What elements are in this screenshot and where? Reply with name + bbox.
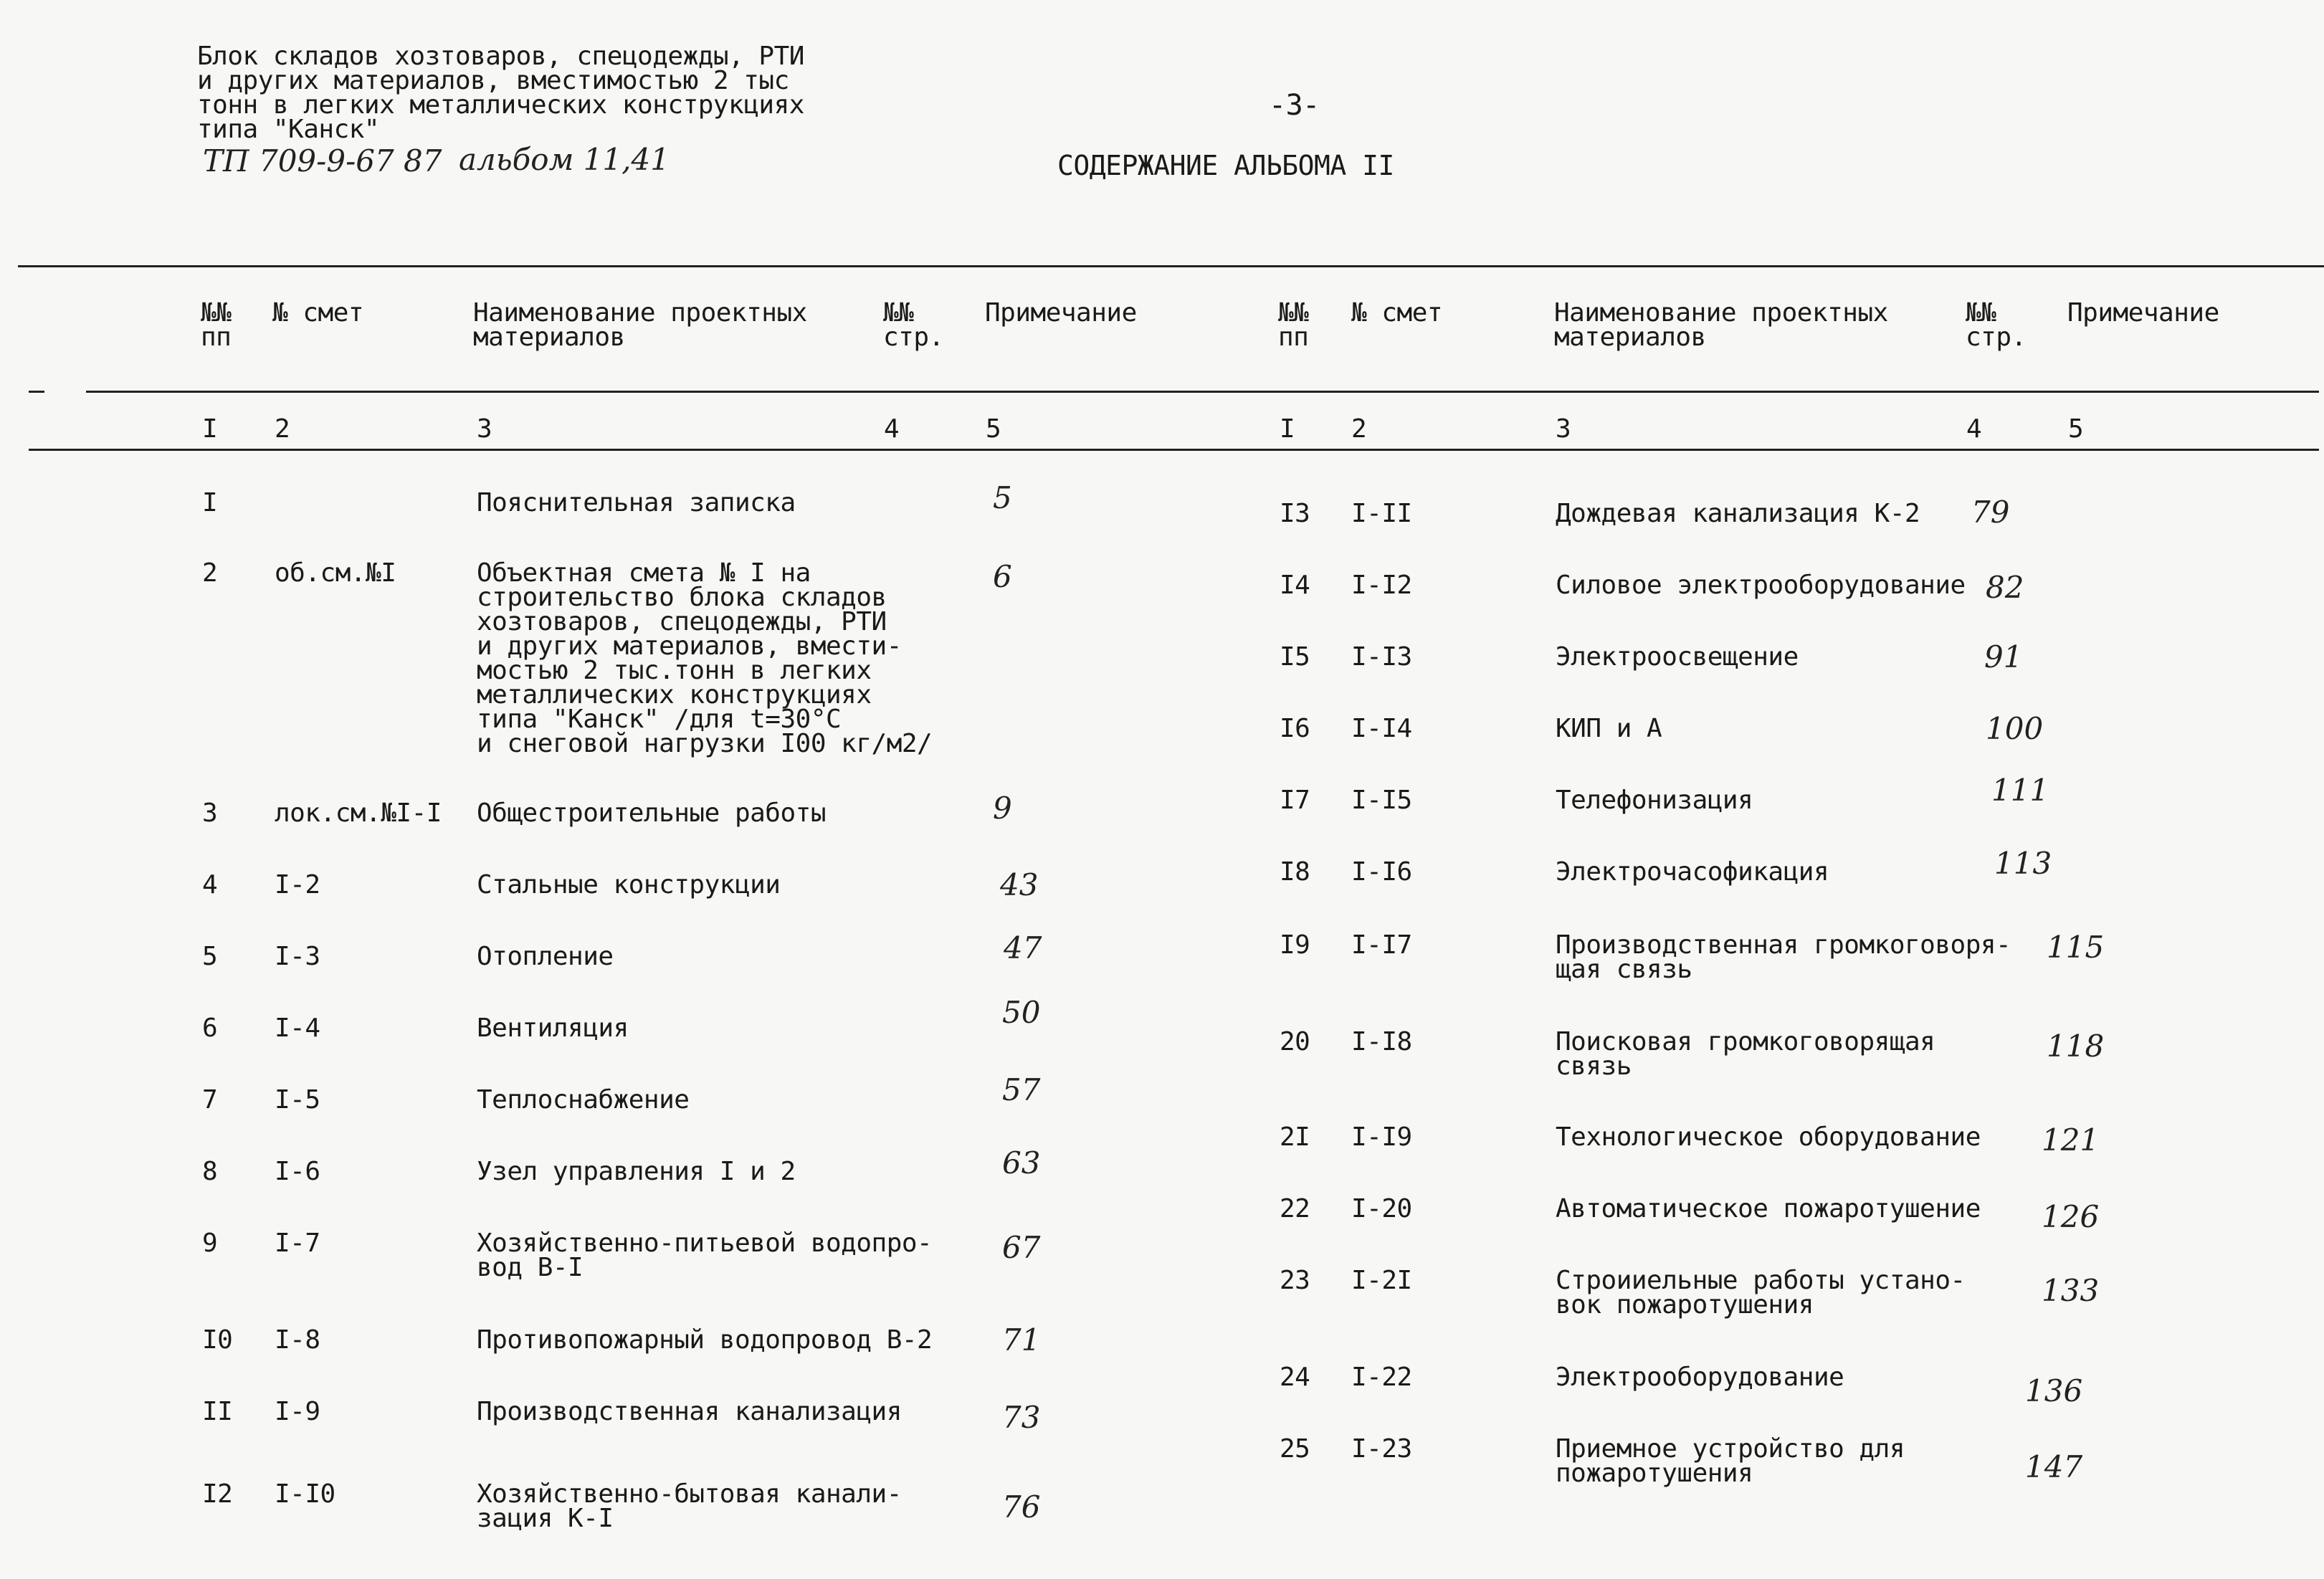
row-name: Электроосвещение	[1556, 642, 1799, 672]
row-page: 57	[1002, 1072, 1041, 1107]
row-num: I9	[1280, 930, 1310, 960]
index-3-right: 3	[1556, 414, 1571, 444]
index-5-right: 5	[2068, 414, 2084, 444]
row-name: Технологическое оборудование	[1556, 1122, 1981, 1152]
row-num: 2	[202, 558, 218, 588]
row-page: 91	[1984, 639, 2023, 674]
row-num: 6	[202, 1013, 218, 1043]
row-smeta: I-6	[275, 1157, 320, 1186]
row-smeta: I-5	[275, 1085, 320, 1115]
index-4-left: 4	[884, 414, 900, 444]
row-name: Хозяйственно-бытовая канали- зация К-I	[477, 1479, 902, 1533]
row-page: 133	[2042, 1273, 2100, 1308]
row-page: 76	[1002, 1489, 1041, 1525]
col-smeta-left: № смет	[272, 298, 364, 328]
row-smeta: I-8	[275, 1325, 320, 1355]
row-page: 118	[2047, 1029, 2105, 1064]
row-page: 136	[2025, 1373, 2083, 1408]
row-page: 50	[1002, 995, 1041, 1030]
row-name: Силовое электрооборудование	[1556, 571, 1966, 600]
row-num: 24	[1280, 1363, 1310, 1392]
index-rule	[29, 449, 2319, 451]
page-number: -3-	[1269, 89, 1320, 122]
album-note: альбом 11,41	[459, 142, 670, 177]
row-name: КИП и А	[1556, 714, 1662, 743]
row-num: 3	[202, 798, 218, 828]
row-name: Дождевая канализация К-2	[1556, 499, 1920, 528]
row-page: 111	[1991, 773, 2049, 808]
row-name: Стальные конструкции	[477, 870, 781, 900]
row-num: I5	[1280, 642, 1310, 672]
row-name: Вентиляция	[477, 1013, 629, 1043]
row-name: Противопожарный водопровод В-2	[477, 1325, 933, 1355]
row-name: Производственная канализация	[477, 1397, 902, 1426]
row-name: Строииельные работы устано- вок пожаротушения	[1556, 1266, 1966, 1320]
row-page: 147	[2025, 1449, 2083, 1484]
row-name: Узел управления I и 2	[477, 1157, 796, 1186]
row-page: 113	[1994, 846, 2052, 881]
row-smeta: I-I2	[1351, 571, 1412, 600]
row-num: 5	[202, 942, 218, 971]
index-2-right: 2	[1351, 414, 1367, 444]
row-smeta: I-I3	[1351, 642, 1412, 672]
row-page: 63	[1002, 1145, 1041, 1180]
row-num: 8	[202, 1157, 218, 1186]
row-num: 20	[1280, 1027, 1310, 1056]
row-name: Электрооборудование	[1556, 1363, 1844, 1392]
row-page: 82	[1986, 570, 2024, 605]
row-smeta: I-2I	[1351, 1266, 1412, 1295]
row-smeta: I-I9	[1351, 1122, 1412, 1152]
row-smeta: I-20	[1351, 1194, 1412, 1223]
row-num: 4	[202, 870, 218, 900]
row-num: 9	[202, 1229, 218, 1258]
row-num: 22	[1280, 1194, 1310, 1223]
header-rule-tick	[29, 391, 44, 393]
index-5-left: 5	[986, 414, 1001, 444]
row-page: 73	[1002, 1400, 1041, 1435]
col-note-left: Примечание	[985, 298, 1137, 328]
row-num: 7	[202, 1085, 218, 1115]
row-page: 126	[2042, 1199, 2100, 1234]
row-name: Поисковая громкоговорящая связь	[1556, 1027, 1935, 1081]
col-num-right: №№ пп	[1278, 298, 1309, 352]
row-page: 5	[993, 480, 1012, 515]
row-smeta: I-I0	[275, 1479, 335, 1509]
row-name: Объектная смета № I на строительство блока складов хозтоваров, спецодежды, РТИ и других материалов, вмести- мостью 2 тыс.тонн в легких металлических конструкциях типа "Канск" /для t=30°С и снеговой нагрузки I00 кг/м2/	[477, 558, 933, 758]
row-num: I0	[202, 1325, 233, 1355]
row-smeta: I-4	[275, 1013, 320, 1043]
row-num: I4	[1280, 571, 1310, 600]
row-num: I7	[1280, 786, 1310, 815]
row-page: 9	[993, 791, 1012, 826]
row-name: Отопление	[477, 942, 614, 971]
row-name: Производственная громкоговоря- щая связь	[1556, 930, 2011, 984]
row-smeta: I-23	[1351, 1434, 1412, 1464]
col-note-right: Примечание	[2067, 298, 2219, 328]
row-smeta: I-2	[275, 870, 320, 900]
row-page: 43	[1000, 867, 1039, 902]
header-rule	[86, 391, 2319, 393]
top-rule	[18, 265, 2324, 267]
col-name-left: Наименование проектных материалов	[473, 298, 807, 352]
row-num: 2I	[1280, 1122, 1310, 1152]
row-page: 115	[2047, 930, 2105, 965]
index-2-left: 2	[275, 414, 290, 444]
row-page: 6	[993, 559, 1012, 594]
col-num-left: №№ пп	[201, 298, 232, 352]
row-smeta: I-II	[1351, 499, 1412, 528]
index-4-right: 4	[1966, 414, 1982, 444]
row-name: Хозяйственно-питьевой водопро- вод В-I	[477, 1229, 933, 1282]
row-smeta: I-I7	[1351, 930, 1412, 960]
row-smeta: I-I5	[1351, 786, 1412, 815]
col-page-right: №№ стр.	[1966, 298, 2027, 352]
contents-title: СОДЕРЖАНИЕ АЛЬБОМА II	[1057, 150, 1394, 181]
row-smeta: I-9	[275, 1397, 320, 1426]
row-num: I3	[1280, 499, 1310, 528]
row-page: 121	[2042, 1122, 2100, 1158]
row-name: Приемное устройство для пожаротушения	[1556, 1434, 1905, 1488]
row-smeta: лок.см.№I-I	[275, 798, 442, 828]
row-smeta: об.см.№I	[275, 558, 396, 588]
row-page: 47	[1004, 930, 1042, 965]
row-name: Общестроительные работы	[477, 798, 826, 828]
row-smeta: I-I6	[1351, 857, 1412, 887]
row-name: Пояснительная записка	[477, 488, 796, 517]
row-smeta: I-3	[275, 942, 320, 971]
col-page-left: №№ стр.	[883, 298, 944, 352]
row-smeta: I-I8	[1351, 1027, 1412, 1056]
row-page: 79	[1971, 495, 2010, 530]
col-smeta-right: № смет	[1351, 298, 1443, 328]
row-smeta: I-I4	[1351, 714, 1412, 743]
row-page: 71	[1002, 1322, 1041, 1358]
index-3-left: 3	[477, 414, 492, 444]
row-num: I	[202, 488, 218, 517]
index-1-right: I	[1280, 414, 1295, 444]
row-num: I6	[1280, 714, 1310, 743]
row-smeta: I-22	[1351, 1363, 1412, 1392]
index-1-left: I	[202, 414, 218, 444]
row-num: 23	[1280, 1266, 1310, 1295]
row-num: 25	[1280, 1434, 1310, 1464]
col-name-right: Наименование проектных материалов	[1554, 298, 1888, 352]
row-num: II	[202, 1397, 233, 1426]
row-name: Телефонизация	[1556, 786, 1753, 815]
row-num: I2	[202, 1479, 233, 1509]
row-page: 100	[1986, 711, 2044, 746]
project-code: ТП 709-9-67 87	[203, 143, 442, 178]
document-title: Блок складов хозтоваров, спецодежды, РТИ и других материалов, вместимостью 2 тыс тонн в легких металлических конструкциях типа "Канск"	[197, 42, 804, 144]
row-num: I8	[1280, 857, 1310, 887]
row-name: Электрочасофикация	[1556, 857, 1829, 887]
row-smeta: I-7	[275, 1229, 320, 1258]
row-page: 67	[1002, 1230, 1041, 1265]
row-name: Автоматическое пожаротушение	[1556, 1194, 1981, 1223]
row-name: Теплоснабжение	[477, 1085, 690, 1115]
